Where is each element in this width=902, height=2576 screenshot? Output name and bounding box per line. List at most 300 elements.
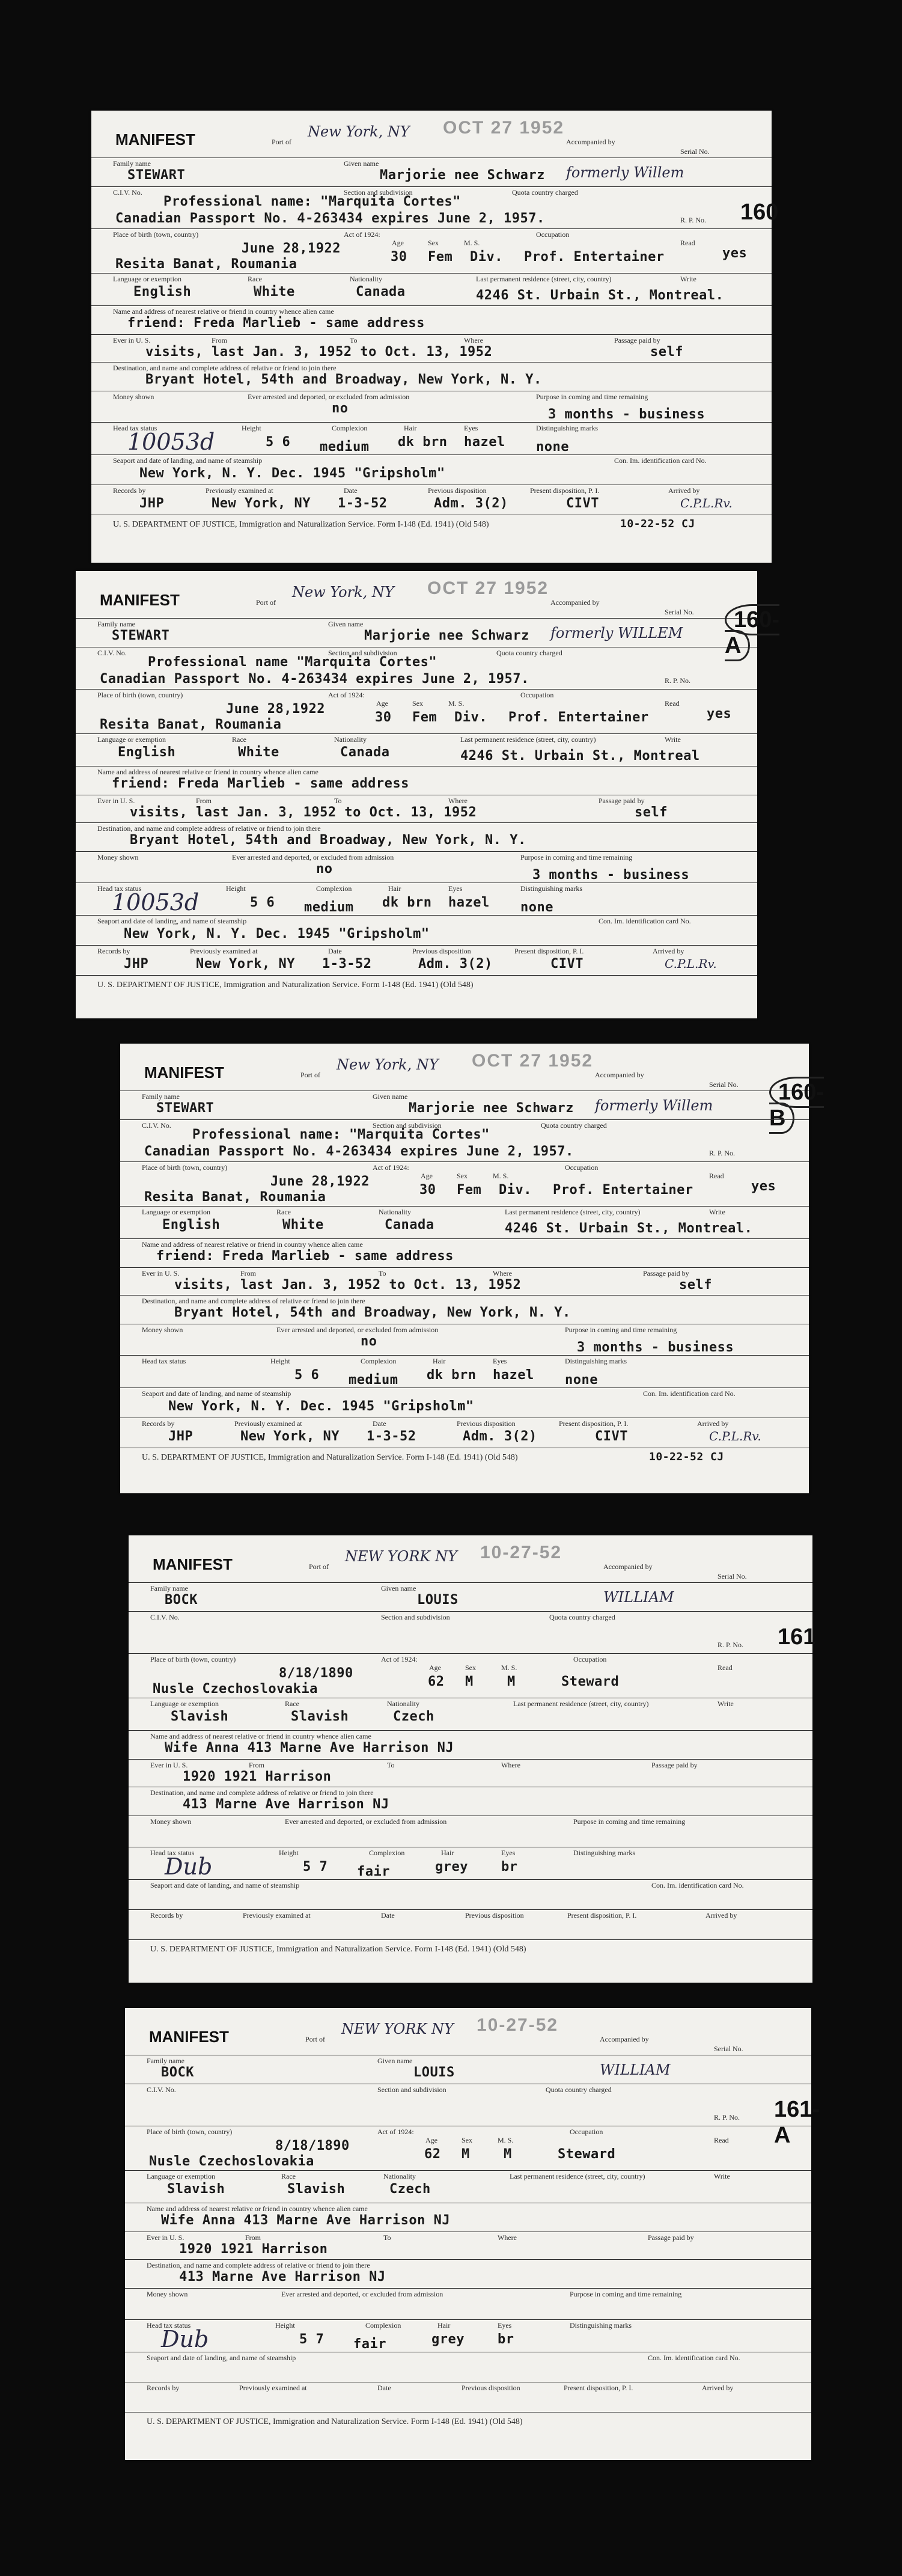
relative-label: Name and address of nearest relative or friend in country whence alien came [97, 768, 318, 776]
seaport-label: Seaport and date of landing, and name of steamship [113, 456, 263, 465]
residence-value: 4246 St. Urbain St., Montreal. [505, 1221, 753, 1236]
to-label: To [383, 2233, 391, 2242]
destination-label: Destination, and name and complete address of relative or friend to join there [147, 2261, 370, 2269]
arrested-label: Ever arrested and deported, or excluded from admission [276, 1326, 439, 1334]
date-label: Date [328, 947, 342, 955]
prev-at-value: New York, NY [196, 956, 295, 971]
given-name-label: Given name [381, 1584, 416, 1592]
seaport-label: Seaport and date of landing, and name of steamship [147, 2354, 296, 2362]
relative-label: Name and address of nearest relative or friend in country whence alien came [147, 2204, 368, 2213]
records-label: Records by [142, 1419, 175, 1428]
act-label: Act of 1924: [328, 691, 365, 699]
occupation-label: Occupation [573, 1655, 607, 1663]
language-value: English [118, 745, 176, 760]
sex-value: M [465, 1674, 474, 1689]
prev-examined-label: Previously examined at [190, 947, 258, 955]
height-value: 5 7 [303, 1859, 328, 1874]
file-number-value: 160-B [769, 1077, 824, 1134]
section-label: Section and subdivision [344, 188, 413, 197]
ms-value: Div. [454, 710, 487, 725]
ms-label: M. S. [493, 1172, 509, 1180]
port-value: New York, NY [292, 584, 394, 601]
marks-label: Distinguishing marks [520, 884, 583, 893]
hair-value: dk brn [398, 435, 448, 450]
ms-value: Div. [470, 249, 503, 265]
manifest-heading: MANIFEST [153, 1555, 233, 1573]
date-stamp: OCT 27 1952 [472, 1051, 594, 1071]
complexion-label: Complexion [361, 1357, 397, 1365]
occupation-value: Prof. Entertainer [524, 249, 665, 265]
date-label: Date [373, 1419, 386, 1428]
purpose-label: Purpose in coming and time remaining [570, 2290, 682, 2298]
arrested-label: Ever arrested and deported, or excluded from admission [232, 853, 394, 861]
residence-label: Last permanent residence (street, city, country) [513, 1699, 649, 1708]
birth-place-value: Resita Banat, Roumania [100, 717, 282, 732]
civ-label: C.I.V. No. [142, 1121, 171, 1130]
form-footer: U. S. DEPARTMENT OF JUSTICE, Immigration and Naturalization Service. Form I-148 (Ed. 1941) (Old 548) [142, 1453, 518, 1462]
port-label: Port of [256, 598, 276, 607]
quota-label: Quota country charged [546, 2085, 612, 2094]
section-label: Section and subdivision [377, 2085, 446, 2094]
civ-label: C.I.V. No. [97, 649, 127, 657]
profession-line: Professional name "Marquita Cortes" [148, 655, 437, 670]
to-label: To [387, 1761, 395, 1769]
form-footer: U. S. DEPARTMENT OF JUSTICE, Immigration and Naturalization Service. Form I-148 (Ed. 1941) (Old 548) [113, 520, 489, 529]
from-label: From [196, 797, 212, 805]
hair-value: dk brn [382, 895, 432, 910]
money-label: Money shown [97, 853, 139, 861]
headtax-value: Dub [161, 2326, 209, 2352]
height-label: Height [275, 2321, 295, 2330]
prev-disp-label: Previous disposition [462, 2384, 520, 2392]
given-name-label: Given name [328, 620, 364, 628]
arrived-label: Arrived by [697, 1419, 729, 1428]
present-disp-label: Present disposition, P. I. [530, 486, 600, 495]
rpno-label: R. P. No. [714, 2113, 740, 2122]
date-label: Date [381, 1911, 395, 1920]
complexion-value: fair [353, 2337, 386, 2352]
port-value: New York, NY [308, 123, 410, 140]
complexion-value: medium [349, 1372, 398, 1387]
manifest-card-5 [125, 2008, 820, 2460]
family-name-value: BOCK [161, 2065, 194, 2080]
headtax-label: Head tax status [113, 424, 157, 432]
arrested-label: Ever arrested and deported, or excluded from admission [248, 393, 410, 401]
present-disp-value: CIVT [550, 956, 584, 971]
date-value: 1-3-52 [338, 496, 388, 511]
read-label: Read [709, 1172, 724, 1180]
occupation-label: Occupation [570, 2128, 603, 2136]
age-value: 30 [391, 249, 407, 265]
present-disp-value: CIVT [595, 1429, 628, 1444]
ever-in-us-label: Ever in U. S. [97, 797, 135, 805]
relative-value: friend: Freda Marlieb - same address [112, 776, 409, 791]
from-label: From [249, 1761, 265, 1769]
date-stamp: 10-27-52 [477, 2015, 559, 2035]
height-value: 5 6 [250, 895, 275, 910]
to-label: To [350, 336, 358, 344]
age-label: Age [425, 2136, 437, 2144]
formerly-name: WILLIAM [603, 1589, 674, 1606]
rpno-label: R. P. No. [718, 1641, 744, 1649]
purpose-value: 3 months - business [577, 1340, 734, 1355]
port-label: Port of [305, 2035, 325, 2043]
accompanied-label: Accompanied by [550, 598, 600, 607]
arrived-value: C.P.L.Rv. [709, 1429, 761, 1443]
quota-label: Quota country charged [512, 188, 578, 197]
residence-label: Last permanent residence (street, city, country) [460, 735, 596, 744]
sex-label: Sex [462, 2136, 472, 2144]
eyes-value: hazel [448, 895, 490, 910]
nationality-value: Canada [356, 284, 406, 299]
passage-label: Passage paid by [599, 797, 645, 805]
residence-value: 4246 St. Urbain St., Montreal. [476, 288, 724, 303]
language-value: Slavish [167, 2182, 225, 2197]
serial-label: Serial No. [718, 1572, 747, 1580]
relative-value: friend: Freda Marlieb - same address [156, 1249, 454, 1264]
headtax-value: 10053d [112, 889, 200, 916]
given-name-value: Marjorie nee Schwarz [409, 1101, 574, 1116]
purpose-value: 3 months - business [548, 407, 705, 422]
date-stamp: OCT 27 1952 [427, 578, 549, 598]
complexion-label: Complexion [369, 1849, 405, 1857]
race-label: Race [285, 1699, 299, 1708]
race-value: White [238, 745, 279, 760]
visits-value: 1920 1921 Harrison [179, 2242, 328, 2257]
serial-label: Serial No. [709, 1080, 739, 1089]
records-label: Records by [113, 486, 146, 495]
family-name-value: STEWART [112, 628, 170, 643]
records-value: JHP [168, 1429, 194, 1444]
formerly-name: formerly Willem [595, 1097, 713, 1114]
residence-value: 4246 St. Urbain St., Montreal [460, 748, 700, 763]
arrived-label: Arrived by [653, 947, 684, 955]
rpno-label: R. P. No. [665, 676, 691, 685]
read-label: Read [680, 239, 695, 247]
ms-label: M. S. [464, 239, 480, 247]
height-label: Height [242, 424, 261, 432]
passage-label: Passage paid by [643, 1269, 689, 1277]
height-value: 5 6 [294, 1368, 320, 1383]
records-label: Records by [147, 2384, 180, 2392]
read-value: yes [707, 706, 732, 721]
headtax-label: Head tax status [147, 2321, 191, 2330]
given-name-label: Given name [373, 1092, 408, 1101]
date-value: 1-3-52 [322, 956, 372, 971]
port-label: Port of [300, 1071, 320, 1079]
age-label: Age [429, 1663, 441, 1672]
from-label: From [240, 1269, 257, 1277]
where-label: Where [501, 1761, 520, 1769]
rpno-label: R. P. No. [680, 216, 707, 224]
date-label: Date [344, 486, 358, 495]
serial-label: Serial No. [714, 2045, 743, 2053]
hair-label: Hair [441, 1849, 454, 1857]
hair-label: Hair [437, 2321, 451, 2330]
arrived-label: Arrived by [668, 486, 700, 495]
port-label: Port of [272, 138, 291, 146]
occupation-value: Prof. Entertainer [508, 710, 649, 725]
file-number-value: 161 [778, 1624, 816, 1650]
prev-disp-label: Previous disposition [412, 947, 471, 955]
file-number [725, 607, 779, 659]
arrived-label: Arrived by [705, 1911, 737, 1920]
manifest-heading: MANIFEST [149, 2028, 229, 2046]
height-label: Height [226, 884, 246, 893]
nationality-label: Nationality [387, 1699, 419, 1708]
eyes-label: Eyes [464, 424, 478, 432]
quota-label: Quota country charged [541, 1121, 607, 1130]
profession-line: Professional name: "Marquita Cortes" [192, 1127, 490, 1142]
date-label: Date [377, 2384, 391, 2392]
nationality-label: Nationality [334, 735, 367, 744]
processing-stamp: 10-22-52 CJ [649, 1451, 724, 1463]
prev-examined-label: Previously examined at [239, 2384, 307, 2392]
passport-line: Canadian Passport No. 4-263434 expires June 2, 1957. [100, 672, 529, 687]
arrested-value: no [316, 861, 333, 877]
birth-place-label: Place of birth (town, country) [113, 230, 199, 239]
sex-value: Fem [428, 249, 453, 265]
act-label: Act of 1924: [377, 2128, 414, 2136]
read-value: yes [751, 1179, 776, 1194]
family-name-label: Family name [150, 1584, 188, 1592]
purpose-label: Purpose in coming and time remaining [565, 1326, 677, 1334]
where-label: Where [498, 2233, 517, 2242]
visits-value: visits, last Jan. 3, 1952 to Oct. 13, 1952 [174, 1277, 522, 1293]
sex-label: Sex [412, 699, 423, 708]
birth-date-value: June 28,1922 [226, 702, 325, 717]
passage-label: Passage paid by [614, 336, 660, 344]
family-name-value: STEWART [127, 168, 186, 183]
birth-place-value: Resita Banat, Roumania [144, 1190, 326, 1205]
family-name-label: Family name [147, 2057, 184, 2065]
passage-label: Passage paid by [648, 2233, 694, 2242]
destination-value: Bryant Hotel, 54th and Broadway, New York, N. Y. [130, 833, 526, 848]
date-value: 1-3-52 [367, 1429, 416, 1444]
family-name-label: Family name [142, 1092, 180, 1101]
race-label: Race [276, 1208, 291, 1216]
relative-value: Wife Anna 413 Marne Ave Harrison NJ [161, 2213, 451, 2228]
nationality-value: Canada [340, 745, 390, 760]
headtax-value: Dub [165, 1853, 213, 1880]
ms-value: M [504, 2147, 512, 2162]
arrived-value: C.P.L.Rv. [680, 496, 733, 510]
profession-line: Professional name: "Marquita Cortes" [163, 194, 461, 209]
marks-value: none [565, 1372, 598, 1387]
date-stamp: 10-27-52 [480, 1543, 562, 1562]
marks-label: Distinguishing marks [565, 1357, 627, 1365]
seaport-label: Seaport and date of landing, and name of steamship [97, 917, 247, 925]
hair-value: grey [435, 1859, 468, 1874]
hair-label: Hair [388, 884, 401, 893]
processing-stamp: 10-22-52 CJ [620, 518, 695, 530]
manifest-card-4 [129, 1535, 816, 1983]
birth-place-label: Place of birth (town, country) [150, 1655, 236, 1663]
quota-label: Quota country charged [496, 649, 562, 657]
language-value: Slavish [171, 1709, 229, 1724]
money-label: Money shown [142, 1326, 183, 1334]
hair-value: dk brn [427, 1368, 477, 1383]
hair-value: grey [431, 2332, 465, 2347]
write-label: Write [709, 1208, 725, 1216]
section-label: Section and subdivision [381, 1613, 450, 1621]
eyes-value: br [501, 1859, 518, 1874]
occupation-label: Occupation [536, 230, 570, 239]
serial-label: Serial No. [680, 147, 710, 156]
manifest-card-1 [91, 111, 779, 563]
money-label: Money shown [147, 2290, 188, 2298]
port-value: NEW YORK NY [345, 1548, 457, 1565]
write-label: Write [665, 735, 681, 744]
arrested-label: Ever arrested and deported, or excluded from admission [281, 2290, 443, 2298]
manifest-card-3 [120, 1044, 824, 1493]
ms-value: Div. [499, 1182, 532, 1198]
height-label: Height [279, 1849, 299, 1857]
complexion-value: medium [304, 900, 354, 915]
form-footer: U. S. DEPARTMENT OF JUSTICE, Immigration and Naturalization Service. Form I-148 (Ed. 1941) (Old 548) [147, 2417, 523, 2426]
ever-in-us-label: Ever in U. S. [147, 2233, 184, 2242]
civ-label: C.I.V. No. [150, 1613, 180, 1621]
prev-examined-label: Previously examined at [243, 1911, 311, 1920]
port-label: Port of [309, 1562, 329, 1571]
language-label: Language or exemption [97, 735, 166, 744]
hair-label: Hair [433, 1357, 446, 1365]
read-value: yes [722, 246, 748, 261]
read-label: Read [718, 1663, 733, 1672]
to-label: To [379, 1269, 386, 1277]
birth-date-value: 8/18/1890 [275, 2138, 350, 2153]
language-label: Language or exemption [147, 2172, 215, 2180]
records-value: JHP [139, 496, 165, 511]
language-label: Language or exemption [150, 1699, 219, 1708]
race-value: White [282, 1217, 324, 1232]
act-label: Act of 1924: [373, 1163, 409, 1172]
conid-label: Con. Im. identification card No. [648, 2354, 740, 2362]
civ-label: C.I.V. No. [147, 2085, 176, 2094]
destination-label: Destination, and name and complete address of relative or friend to join there [113, 364, 337, 372]
manifest-card-2 [76, 571, 780, 1018]
complexion-label: Complexion [316, 884, 352, 893]
write-label: Write [714, 2172, 730, 2180]
seaport-label: Seaport and date of landing, and name of steamship [150, 1881, 300, 1889]
prev-examined-label: Previously examined at [234, 1419, 302, 1428]
present-disp-label: Present disposition, P. I. [559, 1419, 629, 1428]
prev-disp-label: Previous disposition [428, 486, 487, 495]
family-name-label: Family name [97, 620, 135, 628]
occupation-value: Steward [561, 1674, 620, 1689]
language-value: English [162, 1217, 221, 1232]
present-disp-value: CIVT [566, 496, 599, 511]
relative-label: Name and address of nearest relative or friend in country whence alien came [150, 1732, 371, 1740]
age-value: 62 [428, 1674, 445, 1689]
visits-value: visits, last Jan. 3, 1952 to Oct. 13, 1952 [130, 805, 477, 820]
arrived-value: C.P.L.Rv. [665, 956, 717, 971]
passport-line: Canadian Passport No. 4-263434 expires June 2, 1957. [115, 211, 545, 226]
language-label: Language or exemption [142, 1208, 210, 1216]
race-label: Race [281, 2172, 296, 2180]
file-number [740, 200, 778, 225]
ms-label: M. S. [501, 1663, 517, 1672]
seaport-value: New York, N. Y. Dec. 1945 "Gripsholm" [139, 466, 445, 481]
ms-label: M. S. [498, 2136, 514, 2144]
prev-at-value: New York, NY [212, 496, 311, 511]
sex-value: Fem [412, 710, 437, 725]
destination-label: Destination, and name and complete address of relative or friend to join there [150, 1788, 374, 1797]
act-label: Act of 1924: [381, 1655, 418, 1663]
eyes-value: br [498, 2332, 514, 2347]
marks-label: Distinguishing marks [570, 2321, 632, 2330]
manifest-heading: MANIFEST [100, 591, 180, 609]
sex-value: M [462, 2147, 470, 2162]
section-label: Section and subdivision [373, 1121, 442, 1130]
occupation-label: Occupation [520, 691, 554, 699]
sex-value: Fem [457, 1182, 482, 1198]
civ-label: C.I.V. No. [113, 188, 142, 197]
from-label: From [245, 2233, 261, 2242]
where-label: Where [493, 1269, 512, 1277]
given-name-value: LOUIS [413, 2065, 455, 2080]
birth-place-value: Nusle Czechoslovakia [153, 1681, 318, 1696]
records-value: JHP [124, 956, 149, 971]
family-name-value: STEWART [156, 1101, 215, 1116]
hair-label: Hair [404, 424, 417, 432]
given-name-value: Marjorie nee Schwarz [380, 168, 545, 183]
nationality-label: Nationality [350, 275, 382, 283]
prev-disp-value: Adm. 3(2) [418, 956, 493, 971]
complexion-value: fair [357, 1864, 390, 1879]
records-label: Records by [150, 1911, 183, 1920]
race-value: Slavish [291, 1709, 349, 1724]
conid-label: Con. Im. identification card No. [599, 917, 691, 925]
accompanied-label: Accompanied by [603, 1562, 653, 1571]
port-value: NEW YORK NY [341, 2021, 454, 2037]
money-label: Money shown [113, 393, 154, 401]
family-name-label: Family name [113, 159, 151, 168]
occupation-value: Prof. Entertainer [553, 1182, 693, 1198]
nationality-label: Nationality [383, 2172, 416, 2180]
seaport-label: Seaport and date of landing, and name of steamship [142, 1389, 291, 1398]
prev-disp-label: Previous disposition [465, 1911, 524, 1920]
relative-value: friend: Freda Marlieb - same address [127, 316, 425, 331]
height-value: 5 6 [266, 435, 291, 450]
prev-disp-value: Adm. 3(2) [463, 1429, 537, 1444]
arrived-label: Arrived by [702, 2384, 734, 2392]
occupation-value: Steward [558, 2147, 616, 2162]
nationality-value: Czech [389, 2182, 431, 2197]
accompanied-label: Accompanied by [600, 2035, 649, 2043]
prev-examined-label: Previously examined at [206, 486, 273, 495]
seaport-value: New York, N. Y. Dec. 1945 "Gripsholm" [124, 926, 430, 941]
manifest-heading: MANIFEST [115, 130, 195, 148]
sex-label: Sex [457, 1172, 468, 1180]
ever-in-us-label: Ever in U. S. [113, 336, 151, 344]
formerly-name: WILLIAM [600, 2061, 671, 2078]
headtax-label: Head tax status [150, 1849, 195, 1857]
passage-value: self [635, 805, 668, 820]
conid-label: Con. Im. identification card No. [651, 1881, 744, 1889]
age-label: Age [376, 699, 388, 708]
complexion-label: Complexion [332, 424, 368, 432]
file-number-value: 161-A [774, 2097, 820, 2148]
records-label: Records by [97, 947, 130, 955]
relative-value: Wife Anna 413 Marne Ave Harrison NJ [165, 1740, 454, 1755]
nationality-value: Canada [385, 1217, 434, 1232]
relative-label: Name and address of nearest relative or friend in country whence alien came [142, 1240, 363, 1249]
passage-value: self [679, 1277, 712, 1293]
visits-value: 1920 1921 Harrison [183, 1769, 332, 1784]
section-label: Section and subdivision [328, 649, 397, 657]
prev-disp-value: Adm. 3(2) [434, 496, 508, 511]
